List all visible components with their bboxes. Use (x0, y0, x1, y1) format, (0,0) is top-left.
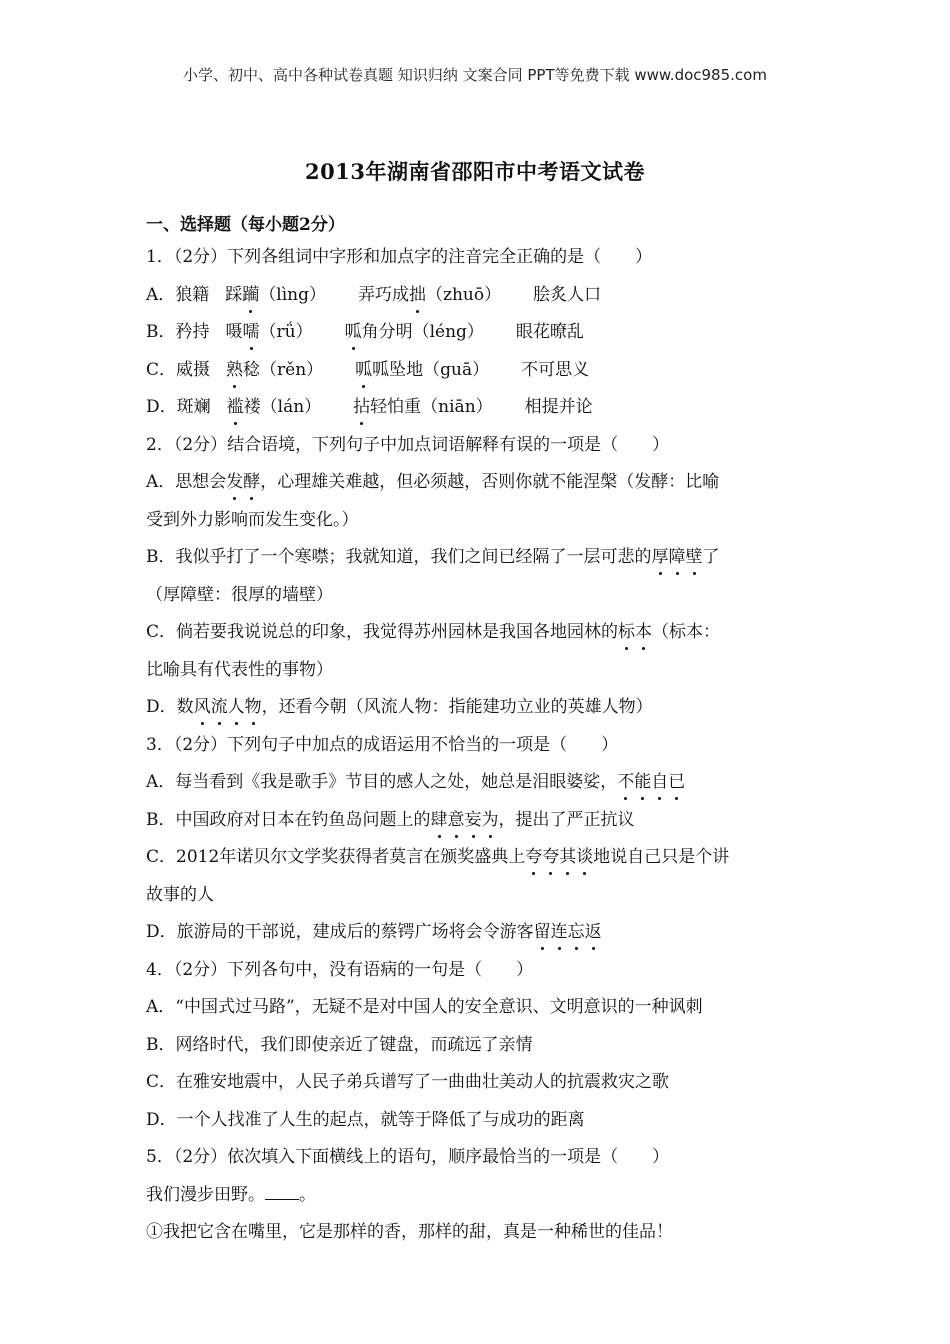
word: 相提并论 (524, 397, 593, 417)
dotted-char: 已 (668, 767, 685, 797)
question-2-option-c (146, 617, 806, 655)
question-2-option-c-cont: 比喻具有代表性的事物） (146, 659, 333, 680)
option-label: B． (146, 322, 176, 342)
text: C．倘若要我说说总的印象，我觉得苏州园林是我国各地园林的 (146, 622, 619, 642)
text: 地说自己只是个讲 (593, 847, 730, 867)
text: ，还看今朝（风流人物：指能建功立业的英雄人物） (261, 697, 653, 717)
text: D．旅游局的干部说，建成后的蔡锷广场将会令游客 (146, 922, 534, 942)
word: 不可思义 (521, 359, 590, 380)
text: ，提出了严正抗议 (498, 809, 635, 830)
dotted-char: 厚 (652, 542, 669, 572)
word: 狼籍 (175, 284, 210, 305)
dotted-char: 躏 (242, 280, 259, 310)
dotted-char: 壁 (686, 542, 703, 572)
option-label: D． (146, 397, 177, 417)
question-4-option-a: A．“中国式过马路”，无疑不是对中国人的安全意识、文明意识的一种讽刺 (146, 997, 703, 1017)
question-3-option-d (146, 917, 806, 955)
dotted-char: 拈 (353, 392, 370, 422)
question-4-stem: 4．（2分）下列各句中，没有语病的一句是（ ） (146, 959, 534, 980)
text: A．每当看到《我是歌手》节目的感人之处，她总是泪眼婆娑， (146, 772, 618, 792)
question-5-sentence-1: ①我把它含在嘴里，它是那样的香，那样的甜，真是一种稀世的佳品！ (146, 1222, 673, 1242)
dotted-char: 酵 (243, 467, 260, 497)
dotted-char: 风 (194, 692, 211, 722)
dotted-char: 夸 (542, 842, 559, 872)
question-3-option-a (146, 767, 806, 805)
question-3-stem: 3．（2分）下列句子中加点的成语运用不恰当的一项是（ ） (146, 734, 619, 755)
text: 我们漫步田野。 (146, 1184, 265, 1205)
question-1-option-a (146, 280, 806, 318)
dotted-char: 肆 (431, 805, 448, 835)
word: 踩 (225, 284, 243, 305)
text: ，心理雄关难越，但必须越，否则你就不能涅槃（发酵：比喻 (260, 472, 720, 492)
dotted-char: 其 (559, 842, 576, 872)
dotted-char: 发 (226, 467, 243, 497)
dotted-char: 意 (448, 805, 465, 835)
word: 轻怕重（niān） (370, 397, 493, 417)
question-1-option-b (146, 317, 806, 355)
dotted-char: 标 (618, 617, 635, 647)
dotted-char: 连 (551, 917, 568, 947)
question-4-option-c: C．在雅安地震中，人民子弟兵谱写了一曲曲壮美动人的抗震救灾之歌 (146, 1072, 670, 1092)
option-label: C． (146, 359, 177, 380)
word: 褛（lán） (243, 397, 322, 417)
question-5-stem: 5．（2分）依次填入下面横线上的语句，顺序最恰当的一项是（ ） (146, 1147, 670, 1167)
option-label: A． (146, 284, 176, 305)
text: B．我似乎打了一个寒噤；我就知道，我们之间已经隔了一层可悲的 (146, 547, 652, 567)
text: （标本： (652, 622, 721, 642)
dotted-char: 妄 (465, 805, 482, 835)
dotted-char: 拙 (409, 280, 426, 310)
dotted-char: 物 (245, 692, 262, 722)
dotted-char: 人 (228, 692, 245, 722)
dotted-char: 不 (617, 767, 634, 797)
dotted-char: 褴 (227, 392, 244, 422)
question-3-option-c (146, 842, 806, 880)
question-2-option-b (146, 542, 806, 580)
dotted-char: 留 (534, 917, 551, 947)
word: 矜持 (175, 322, 210, 342)
dotted-char: 嚅 (243, 317, 260, 347)
word: 脍炙人口 (533, 284, 602, 305)
page-title: 2013年湖南省邵阳市中考语文试卷 (305, 159, 645, 184)
word: 眼花暸乱 (515, 322, 584, 342)
dotted-char: 自 (651, 767, 668, 797)
question-1-option-c (146, 355, 806, 393)
question-2-stem: 2．（2分）结合语境，下列句子中加点词语解释有误的一项是（ ） (146, 434, 670, 455)
question-5-passage (146, 1180, 806, 1218)
question-1-stem: 1．（2分）下列各组词中字形和加点字的注音完全正确的是（ ） (146, 247, 653, 267)
dotted-char: 熟 (226, 355, 243, 385)
dotted-char: 呱 (355, 355, 372, 385)
question-2-option-a (146, 467, 806, 505)
word: 呱坠地（guā） (372, 359, 490, 380)
question-2-option-d (146, 692, 806, 730)
word: 稔（rěn） (243, 359, 324, 380)
word: 弄巧成 (358, 284, 409, 305)
section-heading: 一、选择题（每小题2分） (146, 215, 345, 235)
fill-blank (265, 1199, 299, 1200)
dotted-char: 谈 (576, 842, 593, 872)
text: A．思想会 (146, 472, 227, 492)
text: D．数 (146, 697, 194, 717)
pinyin: （zhuō） (426, 284, 502, 305)
text: B．中国政府对日本在钓鱼岛问题上的 (146, 809, 431, 830)
dotted-char: 本 (635, 617, 652, 647)
dotted-char: 夸 (525, 842, 542, 872)
pinyin: （rǘ） (259, 322, 313, 342)
question-1-option-d (146, 392, 806, 430)
dotted-char: 障 (669, 542, 686, 572)
question-3-option-c-cont: 故事的人 (146, 884, 214, 905)
word: 嗫 (225, 322, 243, 342)
dotted-char: 为 (482, 805, 499, 835)
word: 斑斓 (176, 397, 211, 417)
text: 。 (299, 1184, 316, 1205)
pinyin: （lìng） (259, 284, 326, 305)
text: 了 (702, 547, 720, 567)
word: 角分明（léng） (361, 322, 484, 342)
word: 威摄 (176, 359, 211, 380)
dotted-char: 忘 (568, 917, 585, 947)
dotted-char: 流 (211, 692, 228, 722)
question-3-option-b (146, 805, 806, 843)
dotted-char: 呱 (345, 317, 362, 347)
question-list (146, 242, 806, 1255)
question-2-option-b-cont: （厚障壁：很厚的墙壁） (146, 584, 333, 605)
page-header: 小学、初中、高中各种试卷真题 知识归纳 文案合同 PPT等免费下载 www.doc985.com (183, 66, 767, 84)
question-2-option-a-cont: 受到外力影响而发生变化。） (146, 509, 359, 530)
text: C．2012年诺贝尔文学奖获得者莫言在颁奖盛典上 (146, 847, 526, 867)
dotted-char: 能 (634, 767, 651, 797)
question-4-option-d: D．一个人找准了人生的起点，就等于降低了与成功的距离 (146, 1109, 585, 1130)
question-4-option-b: B．网络时代，我们即使亲近了键盘，而疏远了亲情 (146, 1034, 533, 1055)
dotted-char: 返 (585, 917, 602, 947)
